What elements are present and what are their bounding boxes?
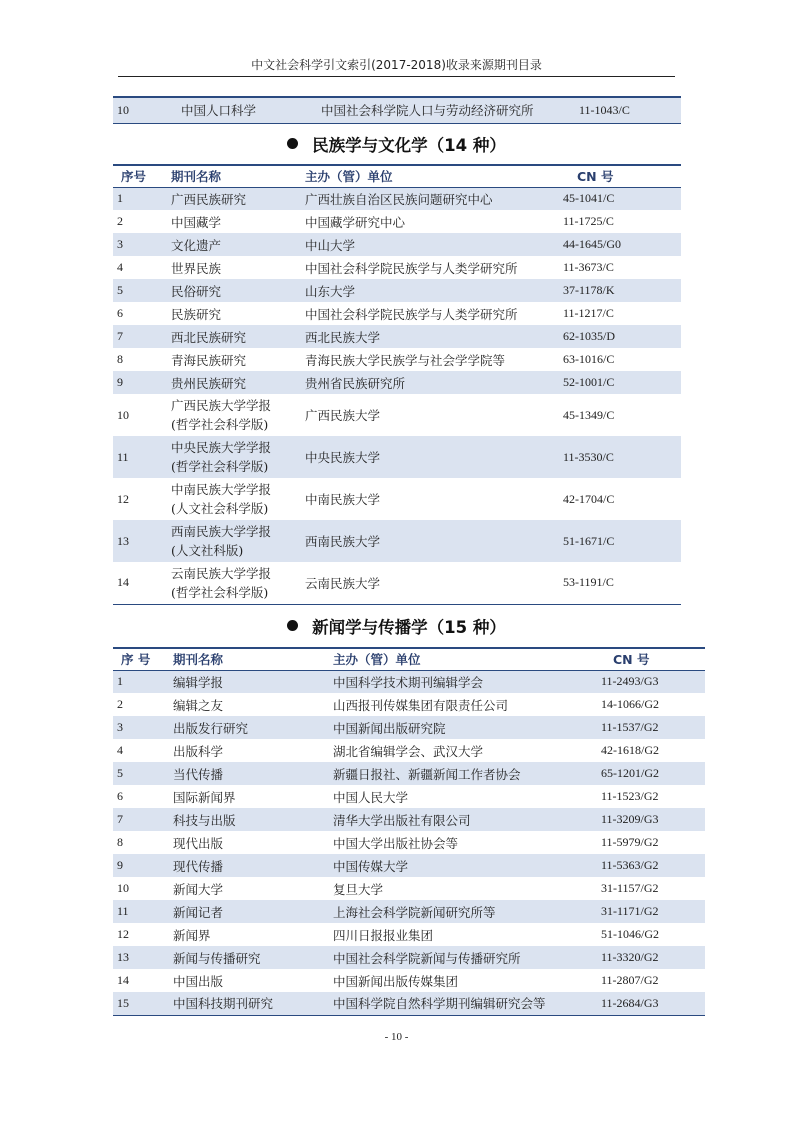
row-number: 10 xyxy=(117,881,129,895)
sponsor-org: 中国社会科学院民族学与人类学研究所 xyxy=(305,306,518,322)
cn-number: 11-3530/C xyxy=(563,436,681,478)
header-cn: CN 号 xyxy=(577,169,614,185)
journal-name: 中国藏学 xyxy=(171,214,222,230)
row-number: 6 xyxy=(117,306,123,320)
table-row xyxy=(113,394,681,436)
section-title: 民族学与文化学（14 种） xyxy=(312,136,506,155)
journal-name: 中国出版 xyxy=(173,973,224,989)
ethnology-table xyxy=(113,164,681,605)
row-number: 1 xyxy=(113,670,173,693)
journal-name: 文化遗产 xyxy=(171,233,305,256)
table-row xyxy=(113,923,705,946)
section-title: 新闻学与传播学（15 种） xyxy=(312,618,506,637)
cn-number: 11-2684/G3 xyxy=(601,992,705,1015)
bullet-icon xyxy=(287,138,298,149)
table-row xyxy=(113,992,705,1015)
sponsor-org: 中央民族大学 xyxy=(305,436,563,478)
journal-name: 编辑学报 xyxy=(173,670,333,693)
row-number: 11 xyxy=(113,436,171,478)
cn-number: 11-5363/G2 xyxy=(601,854,705,877)
row-number: 13 xyxy=(113,520,171,562)
header-no: 序号 xyxy=(121,169,147,185)
journal-name: 出版发行研究 xyxy=(173,716,333,739)
sponsor-org: 西南民族大学 xyxy=(305,520,563,562)
header-cn: CN 号 xyxy=(613,652,650,668)
journal-name: 国际新闻界 xyxy=(173,789,236,805)
table-row xyxy=(113,693,705,716)
table-row xyxy=(113,371,681,394)
cn-number: 37-1178/K xyxy=(563,279,681,302)
table-row xyxy=(113,877,705,900)
journal-name: 现代传播 xyxy=(173,854,333,877)
sponsor-org: 中国传媒大学 xyxy=(333,854,601,877)
journal-name-line1: 中南民族大学学报 xyxy=(171,482,272,497)
header-org: 主办（管）单位 xyxy=(333,652,421,668)
row-number: 8 xyxy=(117,835,123,849)
row-number: 12 xyxy=(117,491,129,506)
journal-name: 贵州民族研究 xyxy=(171,371,305,394)
journal-name-line2: (哲学社会科学版) xyxy=(171,417,269,432)
sponsor-org: 新疆日报社、新疆新闻工作者协会 xyxy=(333,762,601,785)
row-number: 2 xyxy=(117,697,123,711)
journal-name: 新闻大学 xyxy=(173,881,224,897)
journal-name: 出版科学 xyxy=(173,743,224,759)
journal-name xyxy=(171,520,305,562)
table-row xyxy=(113,478,681,520)
sponsor-org: 中国社会科学院新闻与传播研究所 xyxy=(333,946,601,969)
table-row xyxy=(113,739,705,762)
cn-number: 31-1171/G2 xyxy=(601,900,705,923)
row-number: 5 xyxy=(113,762,173,785)
table-row xyxy=(113,670,705,693)
table-row xyxy=(113,302,681,325)
journal-name: 当代传播 xyxy=(173,762,333,785)
journal-name: 新闻记者 xyxy=(173,900,333,923)
table-row xyxy=(113,785,705,808)
cn-number: 45-1041/C xyxy=(563,187,681,210)
row-number: 6 xyxy=(117,789,123,803)
cn-number: 53-1191/C xyxy=(563,575,614,590)
cn-number: 11-1725/C xyxy=(563,214,614,228)
table-row xyxy=(113,520,681,562)
journal-name-line2: (哲学社会科学版) xyxy=(171,584,269,600)
journal-name: 中国科技期刊研究 xyxy=(173,992,333,1015)
journal-name-line1: 中央民族大学学报 xyxy=(171,440,272,455)
journal-name-line1: 西南民族大学学报 xyxy=(171,524,272,539)
cn-number: 11-3209/G3 xyxy=(601,808,705,831)
section-heading xyxy=(0,132,793,156)
header-name: 期刊名称 xyxy=(173,652,224,668)
cn-number: 11-2807/G2 xyxy=(601,973,659,987)
row-number: 3 xyxy=(113,716,173,739)
cn-number: 42-1704/C xyxy=(563,491,615,506)
sponsor-org: 湖北省编辑学会、武汉大学 xyxy=(333,743,484,759)
journal-name-line2: (人文社科版) xyxy=(171,543,244,558)
sponsor-org: 清华大学出版社有限公司 xyxy=(333,808,601,831)
header-org: 主办（管）单位 xyxy=(305,169,393,185)
sponsor-org: 中国科学技术期刊编辑学会 xyxy=(333,670,601,693)
table-row xyxy=(113,187,681,210)
row-number: 14 xyxy=(117,973,129,987)
table-row xyxy=(113,97,681,123)
table-row xyxy=(113,762,705,785)
sponsor-org: 中国社会科学院民族学与人类学研究所 xyxy=(305,260,518,276)
row-number: 11 xyxy=(113,900,173,923)
journal-name xyxy=(171,436,305,478)
section-heading xyxy=(0,614,793,638)
cn-number: 63-1016/C xyxy=(563,352,615,366)
bullet-icon xyxy=(287,620,298,631)
table-row xyxy=(113,716,705,739)
cn-number: 62-1035/D xyxy=(563,325,681,348)
cn-number: 11-1043/C xyxy=(579,97,681,123)
table-row xyxy=(113,210,681,233)
cn-number: 11-5979/G2 xyxy=(601,835,659,849)
page-header-title: 中文社会科学引文索引(2017-2018)收录来源期刊目录 xyxy=(251,58,542,72)
journalism-table xyxy=(113,647,705,1016)
sponsor-org: 青海民族大学民族学与社会学学院等 xyxy=(305,352,506,368)
row-number: 4 xyxy=(117,260,123,274)
row-number: 2 xyxy=(117,214,123,228)
journal-name-line1: 云南民族大学学报 xyxy=(171,565,272,581)
journal-name xyxy=(171,478,305,520)
sponsor-org: 山东大学 xyxy=(305,279,563,302)
row-number: 9 xyxy=(113,854,173,877)
cn-number: 44-1645/G0 xyxy=(563,233,681,256)
sponsor-org: 上海社会科学院新闻研究所等 xyxy=(333,900,601,923)
cn-number: 11-3320/G2 xyxy=(601,946,705,969)
table-row xyxy=(113,900,705,923)
sponsor-org: 中国新闻出版研究院 xyxy=(333,716,601,739)
journal-name: 世界民族 xyxy=(171,260,222,276)
sponsor-org: 广西民族大学 xyxy=(305,408,381,423)
row-number: 12 xyxy=(117,927,129,941)
row-number: 1 xyxy=(113,187,171,210)
journal-name-line1: 广西民族大学学报 xyxy=(171,398,272,413)
table-row xyxy=(113,946,705,969)
journal-name: 青海民族研究 xyxy=(171,352,247,368)
row-number: 15 xyxy=(113,992,173,1015)
sponsor-org: 中国新闻出版传媒集团 xyxy=(333,973,459,989)
table-row xyxy=(113,256,681,279)
sponsor-org: 中国大学出版社协会等 xyxy=(333,835,459,851)
sponsor-org: 广西壮族自治区民族问题研究中心 xyxy=(305,187,563,210)
row-number: 10 xyxy=(117,407,129,422)
journal-name: 编辑之友 xyxy=(173,697,224,713)
journal-name: 新闻界 xyxy=(173,927,211,943)
page-number: - 10 - xyxy=(384,1031,409,1043)
journal-name-line2: (人文社会科学版) xyxy=(171,501,269,516)
table-row xyxy=(113,279,681,302)
cn-number: 51-1046/G2 xyxy=(601,927,659,941)
cn-number: 11-1217/C xyxy=(563,306,614,320)
sponsor-org: 复旦大学 xyxy=(333,881,384,897)
cn-number: 52-1001/C xyxy=(563,371,681,394)
cn-number: 51-1671/C xyxy=(563,520,681,562)
table-row xyxy=(113,831,705,854)
cn-number: 11-1523/G2 xyxy=(601,789,659,803)
row-number: 8 xyxy=(117,352,123,366)
journal-name: 中国人口科学 xyxy=(181,97,321,123)
row-number: 3 xyxy=(113,233,171,256)
table-row xyxy=(113,854,705,877)
row-number: 7 xyxy=(113,325,171,348)
table-row xyxy=(113,325,681,348)
cn-number: 45-1349/C xyxy=(563,407,615,422)
sponsor-org: 四川日报报业集团 xyxy=(333,927,434,943)
table-row xyxy=(113,436,681,478)
journal-name: 西北民族研究 xyxy=(171,325,305,348)
sponsor-org: 云南民族大学 xyxy=(305,575,381,591)
header-no: 序 号 xyxy=(121,652,151,668)
journal-name: 新闻与传播研究 xyxy=(173,946,333,969)
cn-number: 11-1537/G2 xyxy=(601,716,705,739)
sponsor-org: 中国人民大学 xyxy=(333,789,409,805)
table-header-row xyxy=(113,165,681,187)
journal-name: 广西民族研究 xyxy=(171,187,305,210)
row-number: 5 xyxy=(113,279,171,302)
journal-name: 民俗研究 xyxy=(171,279,305,302)
journal-name: 现代出版 xyxy=(173,835,224,851)
sponsor-org: 中山大学 xyxy=(305,233,563,256)
sponsor-org: 山西报刊传媒集团有限责任公司 xyxy=(333,697,509,713)
journal-name: 民族研究 xyxy=(171,306,222,322)
table-row xyxy=(113,808,705,831)
table-row xyxy=(113,562,681,604)
table-header-row xyxy=(113,648,705,670)
journal-name-line2: (哲学社会科学版) xyxy=(171,459,269,474)
cn-number: 14-1066/G2 xyxy=(601,697,659,711)
cn-number: 11-2493/G3 xyxy=(601,670,705,693)
row-number: 4 xyxy=(117,743,123,757)
cn-number: 42-1618/G2 xyxy=(601,743,659,757)
cn-number: 11-3673/C xyxy=(563,260,614,274)
row-number: 14 xyxy=(117,575,129,590)
table-row xyxy=(113,233,681,256)
cn-number: 31-1157/G2 xyxy=(601,881,659,895)
sponsor-org: 中国科学院自然科学期刊编辑研究会等 xyxy=(333,992,601,1015)
row-number: 9 xyxy=(113,371,171,394)
row-number: 10 xyxy=(113,97,181,123)
sponsor-org: 西北民族大学 xyxy=(305,325,563,348)
sponsor-org: 贵州省民族研究所 xyxy=(305,371,563,394)
sponsor-org: 中国藏学研究中心 xyxy=(305,214,406,230)
row-number: 7 xyxy=(113,808,173,831)
carryover-table xyxy=(113,96,681,124)
header-rule xyxy=(118,76,675,77)
journal-name xyxy=(171,562,305,604)
sponsor-org: 中国社会科学院人口与劳动经济研究所 xyxy=(321,97,579,123)
sponsor-org: 中南民族大学 xyxy=(305,492,381,507)
table-row xyxy=(113,348,681,371)
journal-name xyxy=(171,394,305,436)
table-row xyxy=(113,969,705,992)
row-number: 13 xyxy=(113,946,173,969)
header-name: 期刊名称 xyxy=(171,169,222,185)
cn-number: 65-1201/G2 xyxy=(601,762,705,785)
journal-name: 科技与出版 xyxy=(173,808,333,831)
